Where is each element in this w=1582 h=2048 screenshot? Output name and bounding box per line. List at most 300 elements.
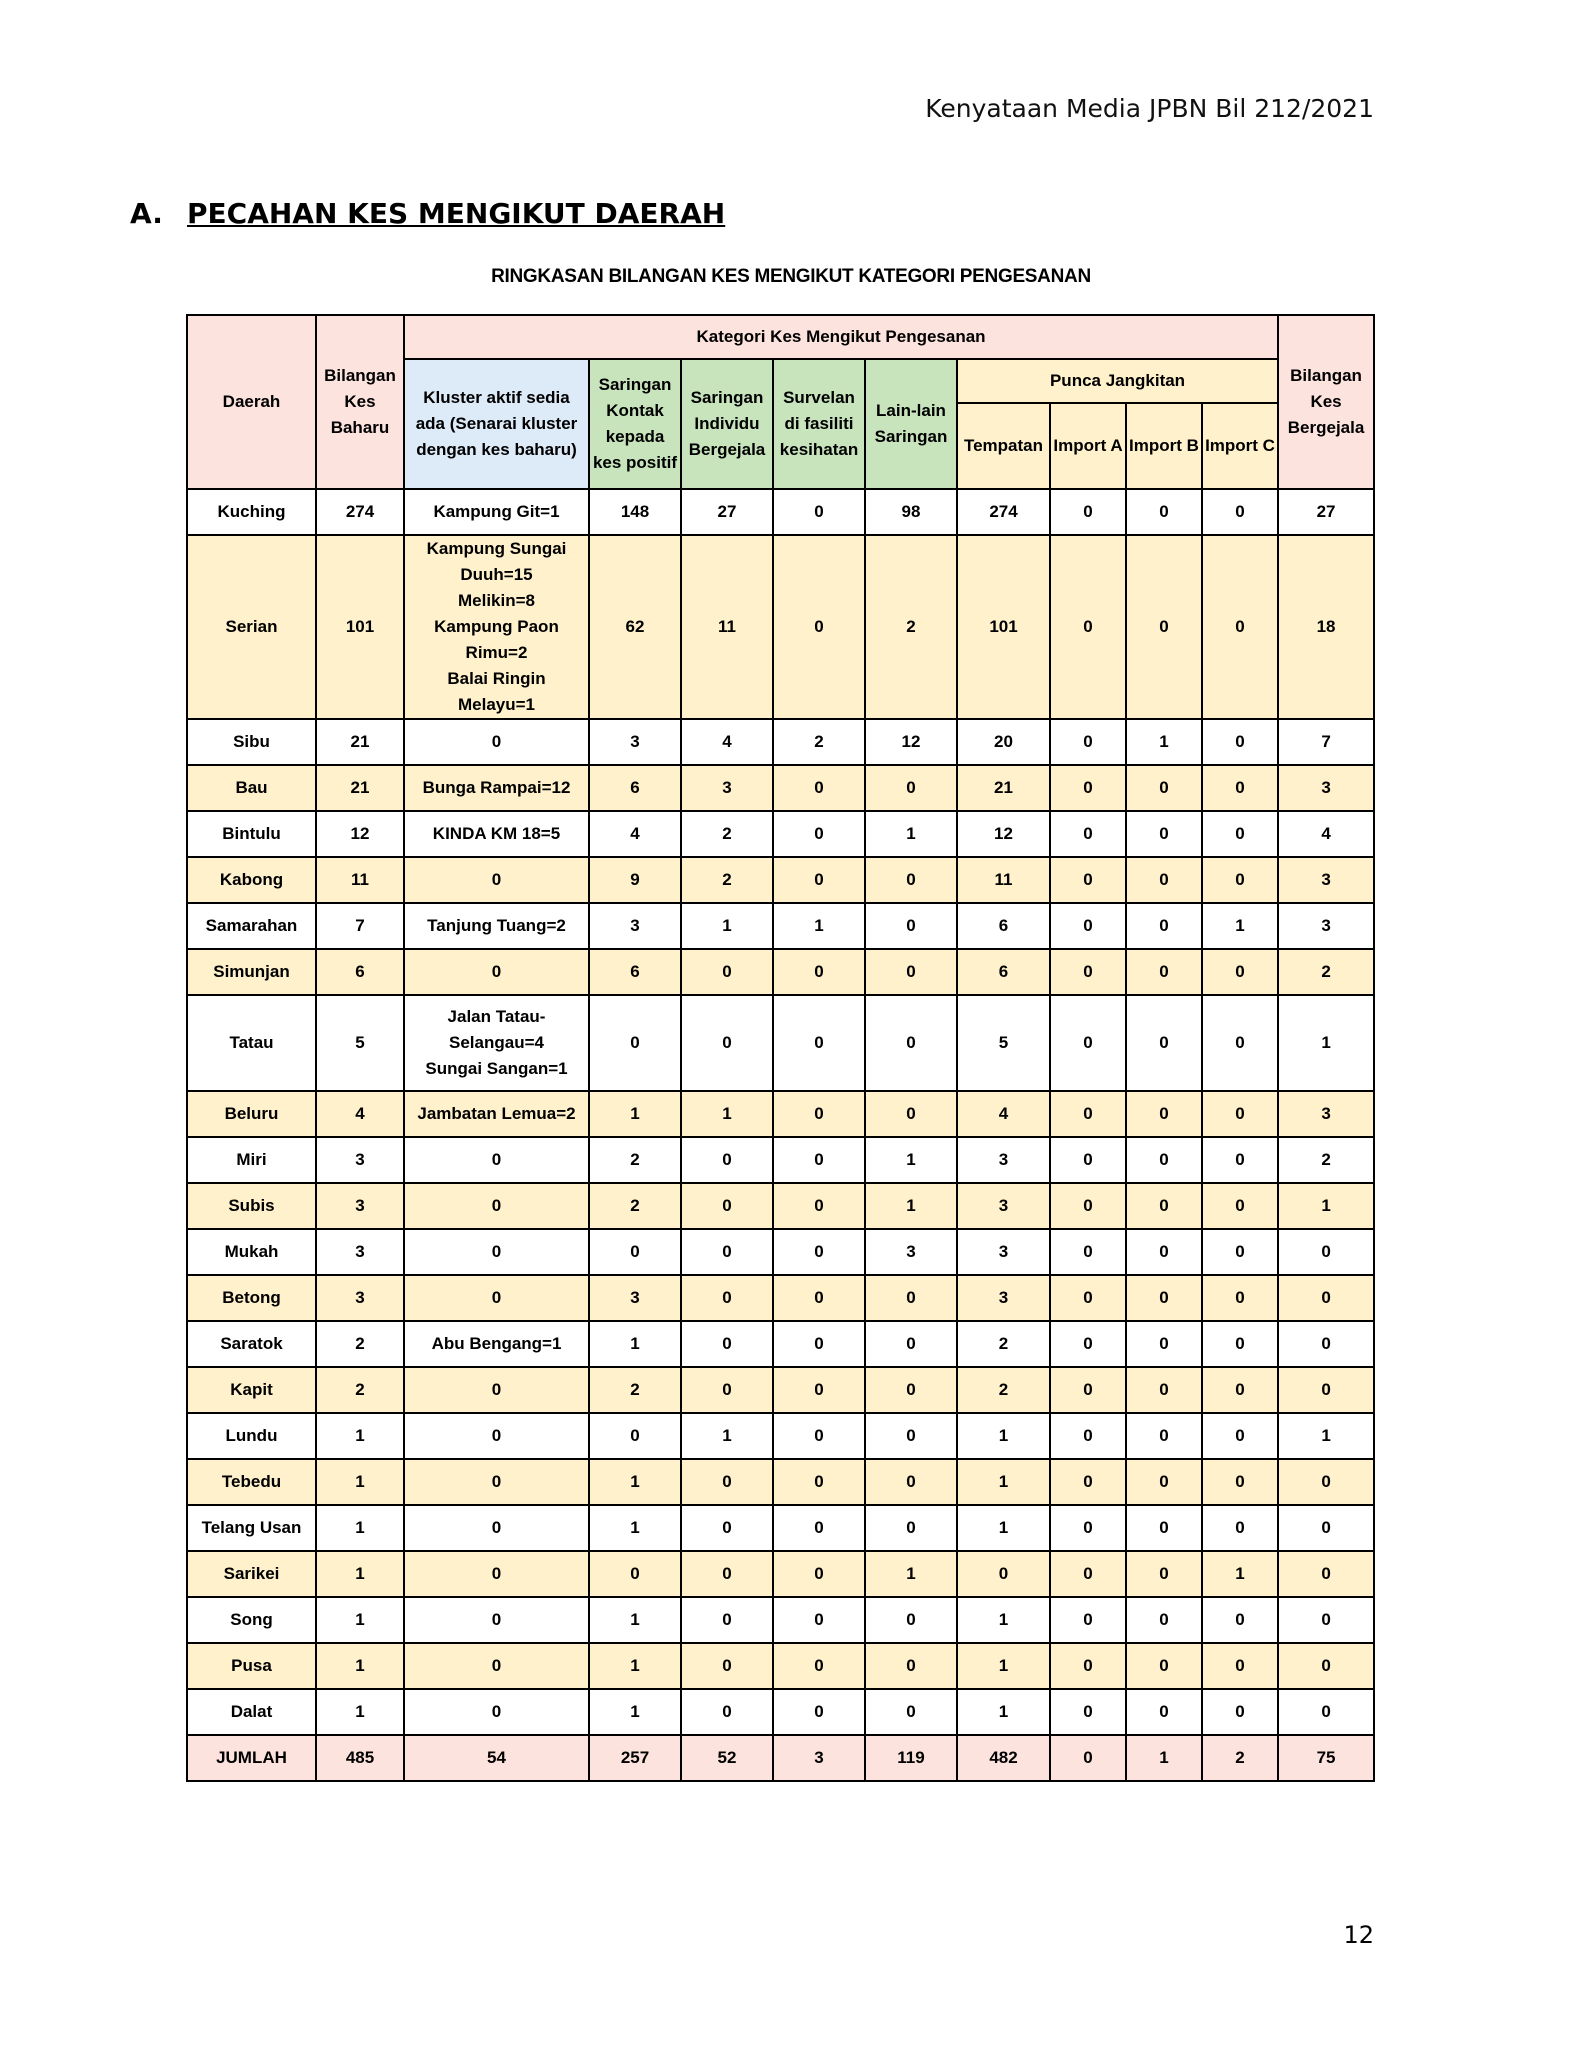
value-cell: 0 [1126,1505,1202,1551]
value-cell: 5 [316,995,404,1091]
value-cell: 0 [865,1367,957,1413]
value-cell: 1 [957,1459,1050,1505]
value-cell: 0 [1050,903,1126,949]
table-row [187,1091,1374,1137]
value-cell: 3 [1278,857,1374,903]
value-cell: 4 [681,719,773,765]
value-cell: 1 [957,1643,1050,1689]
value-cell: 0 [1202,1689,1278,1735]
value-cell: 7 [1278,719,1374,765]
value-cell: 2 [316,1321,404,1367]
value-cell: 0 [1050,1321,1126,1367]
value-cell: 0 [865,857,957,903]
value-cell: 12 [865,719,957,765]
value-cell: 0 [1202,857,1278,903]
value-cell: 0 [1202,535,1278,719]
table-row [187,1229,1374,1275]
value-cell: 0 [1126,1321,1202,1367]
value-cell: 1 [316,1689,404,1735]
header-import-a: Import A [1050,403,1126,489]
value-cell: 0 [773,949,865,995]
value-cell: 0 [1202,1643,1278,1689]
value-cell: 3 [1278,765,1374,811]
value-cell: 1 [957,1597,1050,1643]
value-cell: 0 [773,995,865,1091]
value-cell: 0 [1126,765,1202,811]
page-number: 12 [1343,1921,1374,1949]
value-cell: 0 [1126,1137,1202,1183]
daerah-cell: Kabong [187,857,316,903]
value-cell: 3 [316,1137,404,1183]
value-cell: 0 [1126,995,1202,1091]
value-cell: 1 [1278,1413,1374,1459]
total-value: 52 [681,1735,773,1781]
header-saringan-kontak: Saringan Kontak kepada kes positif [589,359,681,489]
value-cell: 0 [1202,1183,1278,1229]
value-cell: 0 [1278,1643,1374,1689]
value-cell: 0 [773,1275,865,1321]
value-cell: 0 [865,1413,957,1459]
value-cell: 0 [681,1367,773,1413]
value-cell: 0 [1126,489,1202,535]
value-cell: 0 [1050,1137,1126,1183]
value-cell: 274 [316,489,404,535]
value-cell: 0 [1126,811,1202,857]
value-cell: 0 [1278,1505,1374,1551]
value-cell: 0 [773,1505,865,1551]
header-daerah: Daerah [187,315,316,489]
value-cell: 2 [681,811,773,857]
value-cell: 1 [1126,719,1202,765]
header-bilangan-kes-baharu: Bilangan Kes Baharu [316,315,404,489]
kluster-cell: 0 [404,719,589,765]
table-row [187,995,1374,1091]
value-cell: 0 [589,995,681,1091]
value-cell: 0 [1050,489,1126,535]
value-cell: 0 [1126,1229,1202,1275]
value-cell: 0 [1202,719,1278,765]
value-cell: 1 [589,1091,681,1137]
value-cell: 0 [681,949,773,995]
value-cell: 2 [681,857,773,903]
total-label: JUMLAH [187,1735,316,1781]
value-cell: 3 [316,1275,404,1321]
value-cell: 0 [1202,1229,1278,1275]
table-header [187,315,1374,489]
value-cell: 0 [1126,1091,1202,1137]
section-title: PECAHAN KES MENGIKUT DAERAH [187,197,726,230]
table-row [187,765,1374,811]
value-cell: 0 [1050,1505,1126,1551]
value-cell: 0 [589,1551,681,1597]
value-cell: 0 [1050,1229,1126,1275]
table-row [187,1459,1374,1505]
table-caption: RINGKASAN BILANGAN KES MENGIKUT KATEGORI PENGESANAN [491,266,1091,287]
value-cell: 0 [1126,1413,1202,1459]
value-cell: 3 [316,1229,404,1275]
daerah-cell: Subis [187,1183,316,1229]
value-cell: 0 [681,1275,773,1321]
value-cell: 6 [957,903,1050,949]
value-cell: 6 [957,949,1050,995]
total-value: 0 [1050,1735,1126,1781]
value-cell: 1 [316,1551,404,1597]
value-cell: 3 [589,1275,681,1321]
daerah-cell: Sibu [187,719,316,765]
value-cell: 0 [1202,1459,1278,1505]
value-cell: 0 [773,765,865,811]
header-punca-jangkitan: Punca Jangkitan [957,359,1278,403]
value-cell: 11 [316,857,404,903]
value-cell: 0 [1050,535,1126,719]
value-cell: 0 [681,1229,773,1275]
value-cell: 0 [1126,1551,1202,1597]
value-cell: 0 [1126,1275,1202,1321]
value-cell: 0 [1126,1643,1202,1689]
value-cell: 0 [865,995,957,1091]
value-cell: 1 [1202,903,1278,949]
value-cell: 6 [589,949,681,995]
daerah-cell: Kapit [187,1367,316,1413]
table-row [187,903,1374,949]
total-value: 1 [1126,1735,1202,1781]
value-cell: 101 [957,535,1050,719]
value-cell: 4 [589,811,681,857]
value-cell: 2 [1278,949,1374,995]
value-cell: 0 [1126,1597,1202,1643]
kluster-cell: 0 [404,857,589,903]
total-value: 119 [865,1735,957,1781]
value-cell: 1 [316,1459,404,1505]
kluster-cell: 0 [404,949,589,995]
value-cell: 1 [957,1689,1050,1735]
value-cell: 1 [957,1505,1050,1551]
value-cell: 3 [681,765,773,811]
value-cell: 11 [957,857,1050,903]
total-value: 257 [589,1735,681,1781]
value-cell: 0 [865,1643,957,1689]
daerah-cell: Bau [187,765,316,811]
table-body [187,489,1374,1781]
value-cell: 0 [1050,1643,1126,1689]
value-cell: 1 [316,1413,404,1459]
daerah-cell: Betong [187,1275,316,1321]
value-cell: 0 [1050,811,1126,857]
value-cell: 0 [1126,1183,1202,1229]
value-cell: 1 [589,1321,681,1367]
header-import-c: Import C [1202,403,1278,489]
value-cell: 0 [1278,1321,1374,1367]
document-reference: Kenyataan Media JPBN Bil 212/2021 [925,94,1374,123]
value-cell: 0 [1050,1413,1126,1459]
section-number: A. [130,197,163,230]
table-row [187,1413,1374,1459]
value-cell: 0 [681,1321,773,1367]
value-cell: 5 [957,995,1050,1091]
total-row [187,1735,1374,1781]
table-row [187,857,1374,903]
value-cell: 1 [957,1413,1050,1459]
daerah-cell: Beluru [187,1091,316,1137]
value-cell: 1 [681,903,773,949]
value-cell: 0 [1278,1551,1374,1597]
value-cell: 0 [865,1505,957,1551]
table-row [187,1321,1374,1367]
value-cell: 0 [1050,857,1126,903]
value-cell: 2 [589,1137,681,1183]
kluster-cell: KINDA KM 18=5 [404,811,589,857]
value-cell: 0 [681,1183,773,1229]
value-cell: 2 [957,1321,1050,1367]
value-cell: 0 [1202,765,1278,811]
header-survelan: Survelan di fasiliti kesihatan [773,359,865,489]
value-cell: 0 [773,1367,865,1413]
value-cell: 1 [865,811,957,857]
value-cell: 274 [957,489,1050,535]
kluster-cell: 0 [404,1367,589,1413]
value-cell: 0 [1126,1367,1202,1413]
value-cell: 6 [316,949,404,995]
value-cell: 0 [865,1597,957,1643]
value-cell: 4 [316,1091,404,1137]
value-cell: 0 [681,1137,773,1183]
value-cell: 2 [589,1367,681,1413]
value-cell: 0 [681,995,773,1091]
table-row [187,811,1374,857]
value-cell: 0 [773,1229,865,1275]
value-cell: 0 [773,1137,865,1183]
value-cell: 3 [1278,903,1374,949]
value-cell: 1 [773,903,865,949]
value-cell: 0 [1202,1597,1278,1643]
value-cell: 0 [773,1413,865,1459]
kluster-cell: 0 [404,1137,589,1183]
kluster-cell: 0 [404,1689,589,1735]
value-cell: 18 [1278,535,1374,719]
value-cell: 0 [865,1689,957,1735]
value-cell: 0 [1126,857,1202,903]
value-cell: 0 [1202,1367,1278,1413]
daerah-cell: Bintulu [187,811,316,857]
value-cell: 4 [1278,811,1374,857]
value-cell: 0 [1050,765,1126,811]
value-cell: 0 [1202,995,1278,1091]
value-cell: 0 [1202,1413,1278,1459]
header-bilangan-kes-bergejala: Bilangan Kes Bergejala [1278,315,1374,489]
value-cell: 0 [865,1091,957,1137]
value-cell: 3 [1278,1091,1374,1137]
value-cell: 3 [957,1183,1050,1229]
table-row [187,1551,1374,1597]
daerah-cell: Tebedu [187,1459,316,1505]
value-cell: 2 [773,719,865,765]
value-cell: 21 [316,719,404,765]
daerah-cell: Sarikei [187,1551,316,1597]
kluster-cell: 0 [404,1643,589,1689]
value-cell: 0 [1202,949,1278,995]
value-cell: 0 [1050,1459,1126,1505]
value-cell: 9 [589,857,681,903]
value-cell: 1 [589,1459,681,1505]
value-cell: 0 [1278,1367,1374,1413]
table-row [187,719,1374,765]
value-cell: 1 [316,1505,404,1551]
table-row [187,1505,1374,1551]
value-cell: 0 [1050,1551,1126,1597]
value-cell: 0 [773,1091,865,1137]
value-cell: 0 [1050,1091,1126,1137]
table-row [187,1689,1374,1735]
kluster-cell: 0 [404,1413,589,1459]
value-cell: 1 [589,1597,681,1643]
value-cell: 0 [1050,1689,1126,1735]
value-cell: 0 [589,1413,681,1459]
value-cell: 0 [1202,1275,1278,1321]
table-row [187,1183,1374,1229]
daerah-cell: Song [187,1597,316,1643]
kluster-cell: 0 [404,1459,589,1505]
value-cell: 1 [1278,1183,1374,1229]
value-cell: 2 [865,535,957,719]
value-cell: 0 [681,1551,773,1597]
total-value: 54 [404,1735,589,1781]
value-cell: 0 [681,1643,773,1689]
kluster-cell: 0 [404,1597,589,1643]
value-cell: 4 [957,1091,1050,1137]
value-cell: 0 [589,1229,681,1275]
value-cell: 0 [773,1689,865,1735]
value-cell: 0 [1202,811,1278,857]
value-cell: 0 [1202,1505,1278,1551]
value-cell: 62 [589,535,681,719]
total-value: 3 [773,1735,865,1781]
kluster-cell: 0 [404,1551,589,1597]
total-value: 485 [316,1735,404,1781]
value-cell: 20 [957,719,1050,765]
cases-table [186,314,1375,1782]
value-cell: 0 [681,1459,773,1505]
daerah-cell: Serian [187,535,316,719]
value-cell: 0 [1278,1597,1374,1643]
value-cell: 3 [957,1229,1050,1275]
value-cell: 2 [589,1183,681,1229]
value-cell: 1 [589,1505,681,1551]
daerah-cell: Telang Usan [187,1505,316,1551]
value-cell: 3 [316,1183,404,1229]
value-cell: 0 [1202,1091,1278,1137]
value-cell: 0 [1202,1137,1278,1183]
value-cell: 0 [773,1183,865,1229]
value-cell: 1 [1202,1551,1278,1597]
value-cell: 12 [316,811,404,857]
value-cell: 0 [865,1321,957,1367]
value-cell: 3 [957,1275,1050,1321]
value-cell: 0 [773,1321,865,1367]
section-heading [130,197,725,230]
table-row [187,1643,1374,1689]
value-cell: 0 [1050,719,1126,765]
total-value: 482 [957,1735,1050,1781]
value-cell: 3 [589,719,681,765]
table-row [187,1367,1374,1413]
table-row [187,1137,1374,1183]
value-cell: 0 [1050,1367,1126,1413]
value-cell: 148 [589,489,681,535]
value-cell: 0 [1126,1459,1202,1505]
value-cell: 3 [957,1137,1050,1183]
value-cell: 3 [589,903,681,949]
value-cell: 3 [865,1229,957,1275]
value-cell: 0 [1050,1275,1126,1321]
value-cell: 0 [1126,903,1202,949]
value-cell: 0 [865,903,957,949]
value-cell: 27 [681,489,773,535]
kluster-cell: Jambatan Lemua=2 [404,1091,589,1137]
value-cell: 0 [681,1505,773,1551]
kluster-cell: Bunga Rampai=12 [404,765,589,811]
daerah-cell: Miri [187,1137,316,1183]
value-cell: 21 [316,765,404,811]
value-cell: 2 [316,1367,404,1413]
kluster-cell: 0 [404,1183,589,1229]
value-cell: 0 [865,765,957,811]
daerah-cell: Dalat [187,1689,316,1735]
value-cell: 0 [773,1551,865,1597]
header-import-b: Import B [1126,403,1202,489]
kluster-cell: Kampung Git=1 [404,489,589,535]
value-cell: 0 [681,1689,773,1735]
value-cell: 1 [1278,995,1374,1091]
value-cell: 0 [1050,1597,1126,1643]
value-cell: 0 [773,857,865,903]
table-row [187,535,1374,719]
value-cell: 1 [865,1137,957,1183]
value-cell: 1 [681,1091,773,1137]
value-cell: 0 [773,1597,865,1643]
value-cell: 1 [316,1597,404,1643]
value-cell: 0 [773,489,865,535]
value-cell: 0 [773,535,865,719]
header-kategori: Kategori Kes Mengikut Pengesanan [404,315,1278,359]
value-cell: 0 [1202,489,1278,535]
value-cell: 0 [865,949,957,995]
value-cell: 2 [1278,1137,1374,1183]
header-saringan-individu: Saringan Individu Bergejala [681,359,773,489]
value-cell: 0 [1050,949,1126,995]
value-cell: 21 [957,765,1050,811]
value-cell: 0 [1126,1689,1202,1735]
value-cell: 1 [589,1689,681,1735]
kluster-cell: Kampung Sungai Duuh=15 Melikin=8 Kampung Paon Rimu=2 Balai Ringin Melayu=1 [404,535,589,719]
value-cell: 0 [1278,1229,1374,1275]
value-cell: 0 [1050,995,1126,1091]
value-cell: 1 [681,1413,773,1459]
daerah-cell: Kuching [187,489,316,535]
value-cell: 0 [957,1551,1050,1597]
daerah-cell: Lundu [187,1413,316,1459]
value-cell: 0 [1126,949,1202,995]
daerah-cell: Tatau [187,995,316,1091]
value-cell: 0 [773,1459,865,1505]
header-lain-lain: Lain-lain Saringan [865,359,957,489]
value-cell: 1 [316,1643,404,1689]
kluster-cell: Tanjung Tuang=2 [404,903,589,949]
value-cell: 1 [865,1551,957,1597]
kluster-cell: 0 [404,1505,589,1551]
value-cell: 0 [1278,1275,1374,1321]
value-cell: 11 [681,535,773,719]
daerah-cell: Mukah [187,1229,316,1275]
